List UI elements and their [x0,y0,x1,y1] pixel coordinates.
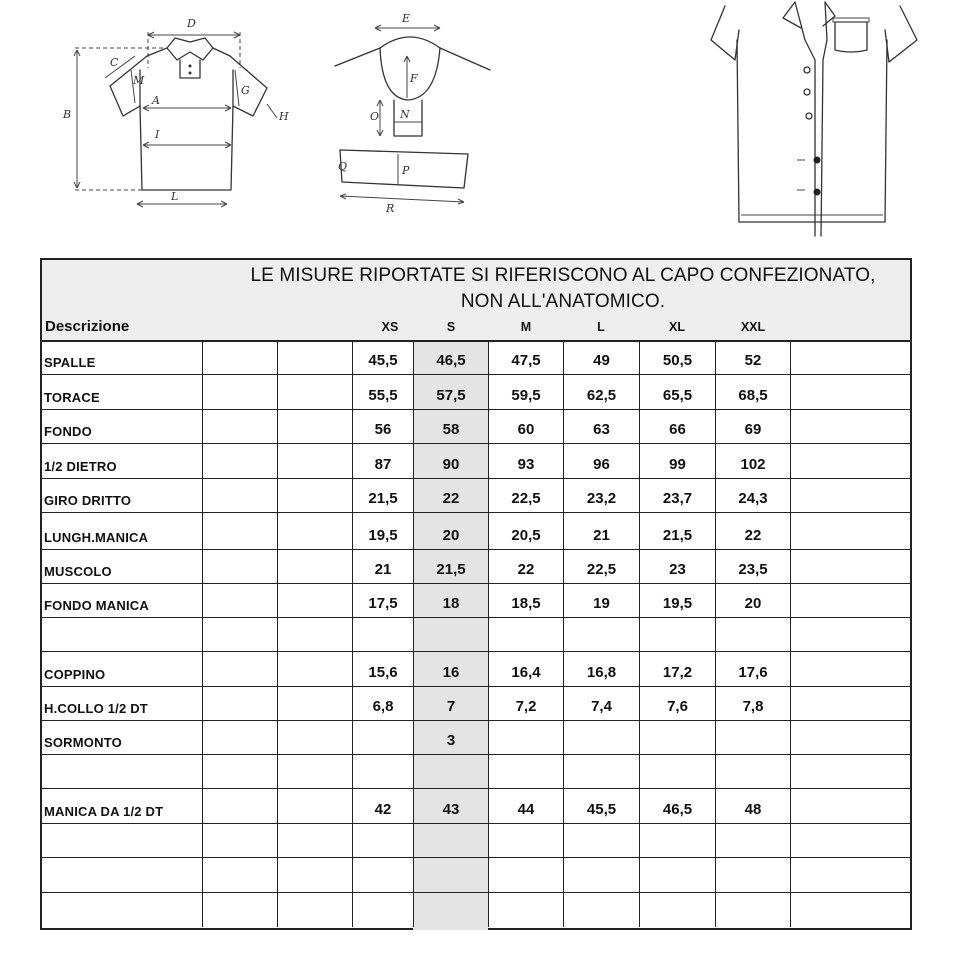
table-row [42,652,910,687]
value-cell-xl [639,893,715,927]
measurement-value: 93 [517,456,535,473]
row-label-cell [42,342,202,374]
table-row [42,375,910,410]
label-B: B [63,108,72,121]
empty-cell [202,479,277,512]
measurement-value: 65,5 [662,387,693,404]
value-cell-xl [639,444,715,478]
empty-cell [202,721,277,754]
empty-cell [277,375,352,409]
table-row [42,687,910,721]
empty-cell [202,893,277,927]
measurement-value: 22,5 [511,490,541,507]
row-label-cell [42,687,202,720]
row-label-cell [42,789,202,823]
empty-cell [277,479,352,512]
value-cell-m [488,755,563,788]
measurement-value: 21,5 [436,561,466,578]
value-cell-xxl [715,721,790,754]
empty-cell [277,410,352,443]
row-label-cell [42,652,202,686]
size-chart-table [40,258,912,930]
measurement-value: 50,5 [662,352,693,369]
value-cell-m [488,550,563,583]
empty-cell [790,721,912,754]
label-R: R [386,202,395,215]
table-row [42,618,910,652]
value-cell-m [488,444,563,478]
value-cell-s [413,513,488,549]
value-cell-xxl [715,858,790,892]
row-label: H.COLLO 1/2 DT [44,701,148,716]
measurement-value: 21 [593,527,610,544]
value-cell-xl [639,584,715,617]
empty-cell [202,858,277,892]
measurement-value: 16,4 [511,664,541,681]
empty-cell [277,789,352,823]
measurement-value: 19 [593,595,610,612]
value-cell-s [413,584,488,617]
size-header-l: L [597,320,605,334]
measurement-value: 55,5 [368,387,398,404]
empty-cell [202,584,277,617]
measurement-value: 7,6 [667,698,688,715]
value-cell-s [413,410,488,443]
label-O: O [370,110,380,123]
measurement-value: 23,5 [738,561,768,578]
measurement-value: 21,5 [368,490,398,507]
label-F: F [410,72,418,85]
shirt-measurement-diagram [55,8,305,230]
value-cell-xs [352,342,413,374]
measurement-value: 20 [442,527,460,544]
measurement-value: 22 [517,561,535,578]
value-cell-xl [639,513,715,549]
value-cell-xs [352,755,413,788]
value-cell-m [488,618,563,651]
measurement-value: 49 [593,352,610,369]
measurement-value: 6,8 [372,698,394,715]
measurement-value: 16 [442,664,460,681]
measurement-value: 56 [374,421,392,438]
measurement-value: 57,5 [436,387,466,404]
empty-cell [202,789,277,823]
label-P: P [402,164,410,177]
value-cell-l [563,410,639,443]
row-label-cell [42,513,202,549]
measurement-value: 66 [669,421,686,438]
value-cell-xxl [715,513,790,549]
value-cell-s [413,342,488,374]
measurement-value: 19,5 [662,595,693,612]
value-cell-xxl [715,789,790,823]
row-label-cell [42,410,202,443]
measurement-value: 42 [374,801,392,818]
value-cell-xxl [715,618,790,651]
label-N: N [400,108,410,121]
table-row [42,444,910,479]
measurement-value: 17,6 [738,664,768,681]
label-I: I [155,128,160,141]
value-cell-xl [639,410,715,443]
row-label-cell [42,858,202,892]
size-header-xs: XS [381,320,399,334]
empty-cell [277,652,352,686]
empty-cell [277,584,352,617]
value-cell-s [413,618,488,651]
value-cell-xl [639,789,715,823]
measurement-value: 45,5 [368,352,398,369]
value-cell-xs [352,375,413,409]
measurement-value: 59,5 [511,387,541,404]
value-cell-s [413,687,488,720]
empty-cell [202,618,277,651]
row-label-cell [42,893,202,927]
label-E: E [402,12,411,25]
empty-cell [790,652,912,686]
measurement-value: 18 [442,595,460,612]
table-row [42,479,910,513]
label-D: D [187,17,196,30]
measurement-value: 22 [744,527,762,544]
measurement-value: 23,7 [662,490,693,507]
row-label-cell [42,584,202,617]
table-row [42,755,910,789]
value-cell-xl [639,824,715,857]
measurement-value: 20 [744,595,762,612]
value-cell-m [488,893,563,927]
value-cell-m [488,652,563,686]
row-label: SORMONTO [44,735,122,750]
value-cell-s [413,893,488,927]
value-cell-xl [639,858,715,892]
empty-cell [202,824,277,857]
table-row [42,824,910,858]
value-cell-m [488,342,563,374]
table-row [42,513,910,550]
value-cell-l [563,652,639,686]
value-cell-xl [639,618,715,651]
value-cell-s [413,858,488,892]
value-cell-xs [352,410,413,443]
value-cell-l [563,824,639,857]
value-cell-xxl [715,479,790,512]
value-cell-xs [352,824,413,857]
value-cell-m [488,410,563,443]
empty-cell [277,824,352,857]
collar-measurement-diagram [330,8,500,220]
value-cell-xs [352,550,413,583]
value-cell-l [563,687,639,720]
empty-cell [790,513,912,549]
measurement-value: 24,3 [738,490,768,507]
value-cell-xl [639,375,715,409]
value-cell-xl [639,550,715,583]
measurement-value: 23,2 [586,490,617,507]
value-cell-m [488,479,563,512]
empty-cell [277,444,352,478]
value-cell-m [488,858,563,892]
value-cell-l [563,584,639,617]
label-C: C [110,56,119,69]
row-label: TORACE [44,390,100,405]
measurement-value: 17,5 [368,595,398,612]
title-line-1: LE MISURE RIPORTATE SI RIFERISCONO AL CAPO CONFEZIONATO, [250,265,876,286]
row-label: LUNGH.MANICA [44,530,149,545]
measurement-value: 7,8 [742,698,764,715]
label-L: L [171,190,179,203]
table-row [42,893,910,927]
size-header-xxl: XXL [740,320,766,334]
measurement-value: 48 [744,801,762,818]
label-A: A [152,94,160,107]
label-Q: Q [338,160,348,173]
value-cell-xxl [715,687,790,720]
measurement-value: 90 [442,456,460,473]
row-label-cell [42,755,202,788]
empty-cell [277,893,352,927]
value-cell-xxl [715,410,790,443]
measurement-value: 63 [593,421,610,438]
measurement-value: 46,5 [662,801,693,818]
measurement-value: 47,5 [511,352,541,369]
empty-cell [790,584,912,617]
measurement-value: 7,2 [515,698,537,715]
table-row [42,584,910,618]
empty-cell [790,755,912,788]
empty-cell [202,652,277,686]
description-header: Descrizione [45,318,130,335]
measurement-value: 43 [442,801,460,818]
row-label: FONDO [44,424,92,439]
measurement-value: 58 [442,421,460,438]
value-cell-l [563,342,639,374]
measurement-value: 62,5 [586,387,617,404]
value-cell-xxl [715,375,790,409]
value-cell-xxl [715,893,790,927]
measurement-value: 19,5 [368,527,398,544]
empty-cell [277,513,352,549]
table-row [42,342,910,375]
measurement-value: 45,5 [586,801,617,818]
value-cell-l [563,513,639,549]
value-cell-xs [352,618,413,651]
row-label-cell [42,618,202,651]
measurement-value: 99 [669,456,686,473]
empty-cell [277,755,352,788]
value-cell-xl [639,755,715,788]
value-cell-xl [639,721,715,754]
value-cell-l [563,479,639,512]
size-header-xl: XL [669,320,685,334]
value-cell-xs [352,444,413,478]
measurement-value: 22 [442,490,460,507]
value-cell-l [563,755,639,788]
size-header-s: S [446,320,456,334]
value-cell-m [488,789,563,823]
value-cell-m [488,687,563,720]
value-cell-xxl [715,444,790,478]
measurement-value: 21 [374,561,392,578]
empty-cell [277,721,352,754]
value-cell-xs [352,789,413,823]
row-label: SPALLE [44,355,96,370]
measurement-value: 7 [446,698,456,715]
value-cell-s [413,755,488,788]
row-label-cell [42,375,202,409]
value-cell-xl [639,687,715,720]
row-label: MANICA DA 1/2 DT [44,804,164,819]
row-label-cell [42,479,202,512]
value-cell-xl [639,479,715,512]
measurement-value: 16,8 [586,664,617,681]
empty-cell [202,755,277,788]
table-row [42,721,910,755]
value-cell-xs [352,687,413,720]
measurement-value: 46,5 [436,352,466,369]
measurement-value: 44 [517,801,535,818]
measurement-value: 3 [446,732,456,749]
size-header-m: M [520,320,532,334]
value-cell-xs [352,652,413,686]
value-cell-s [413,375,488,409]
value-cell-xxl [715,755,790,788]
value-cell-s [413,824,488,857]
row-label-cell [42,824,202,857]
empty-cell [790,618,912,651]
value-cell-l [563,550,639,583]
measurement-value: 96 [593,456,610,473]
value-cell-m [488,721,563,754]
empty-cell [277,342,352,374]
empty-cell [790,789,912,823]
value-cell-l [563,721,639,754]
empty-cell [277,618,352,651]
empty-cell [790,342,912,374]
empty-cell [790,824,912,857]
table-row [42,410,910,444]
row-label: MUSCOLO [44,564,112,579]
row-label-cell [42,444,202,478]
value-cell-xl [639,652,715,686]
empty-cell [790,858,912,892]
measurement-value: 17,2 [662,664,693,681]
empty-cell [790,687,912,720]
row-label-cell [42,550,202,583]
empty-cell [202,410,277,443]
value-cell-m [488,824,563,857]
row-label: COPPINO [44,667,106,682]
measurement-value: 18,5 [511,595,541,612]
table-row [42,550,910,584]
title-line-2: NON ALL'ANATOMICO. [460,291,666,312]
value-cell-l [563,375,639,409]
empty-cell [790,375,912,409]
empty-cell [202,342,277,374]
measurement-value: 22,5 [586,561,617,578]
value-cell-s [413,789,488,823]
empty-cell [790,444,912,478]
empty-cell [202,513,277,549]
value-cell-xxl [715,342,790,374]
measurement-value: 87 [374,456,392,473]
measurement-value: 52 [744,352,762,369]
measurement-value: 7,4 [591,698,612,715]
empty-cell [790,550,912,583]
measurement-value: 23 [669,561,686,578]
empty-cell [202,375,277,409]
row-label-cell [42,721,202,754]
measurement-value: 68,5 [738,387,768,404]
label-H: H [279,110,289,123]
label-G: G [241,84,250,97]
value-cell-xxl [715,824,790,857]
measurement-value: 21,5 [662,527,693,544]
value-cell-m [488,584,563,617]
measurement-value: 15,6 [368,664,398,681]
table-row [42,858,910,893]
garment-front-sketch [705,0,920,242]
value-cell-l [563,893,639,927]
value-cell-l [563,858,639,892]
value-cell-xs [352,513,413,549]
empty-cell [277,687,352,720]
row-label: GIRO DRITTO [44,493,132,508]
value-cell-xs [352,893,413,927]
value-cell-l [563,789,639,823]
value-cell-xs [352,479,413,512]
value-cell-xs [352,584,413,617]
empty-cell [202,687,277,720]
row-label: FONDO MANICA [44,598,149,613]
value-cell-l [563,618,639,651]
value-cell-l [563,444,639,478]
table-header [42,260,910,342]
value-cell-s [413,550,488,583]
value-cell-m [488,375,563,409]
value-cell-s [413,721,488,754]
value-cell-s [413,444,488,478]
table-title [218,263,908,315]
measurement-value: 69 [744,421,762,438]
value-cell-xs [352,721,413,754]
value-cell-xxl [715,584,790,617]
row-label: 1/2 DIETRO [44,459,117,474]
empty-cell [202,444,277,478]
measurement-value: 20,5 [511,527,541,544]
value-cell-s [413,652,488,686]
label-M: M [133,74,145,87]
empty-cell [790,410,912,443]
measurement-value: 102 [740,456,766,473]
value-cell-xxl [715,652,790,686]
value-cell-xxl [715,550,790,583]
empty-cell [790,893,912,927]
empty-cell [277,858,352,892]
value-cell-m [488,513,563,549]
empty-cell [277,550,352,583]
measurement-value: 60 [517,421,535,438]
value-cell-xl [639,342,715,374]
empty-cell [202,550,277,583]
value-cell-xs [352,858,413,892]
table-row [42,789,910,824]
empty-cell [790,479,912,512]
value-cell-s [413,479,488,512]
